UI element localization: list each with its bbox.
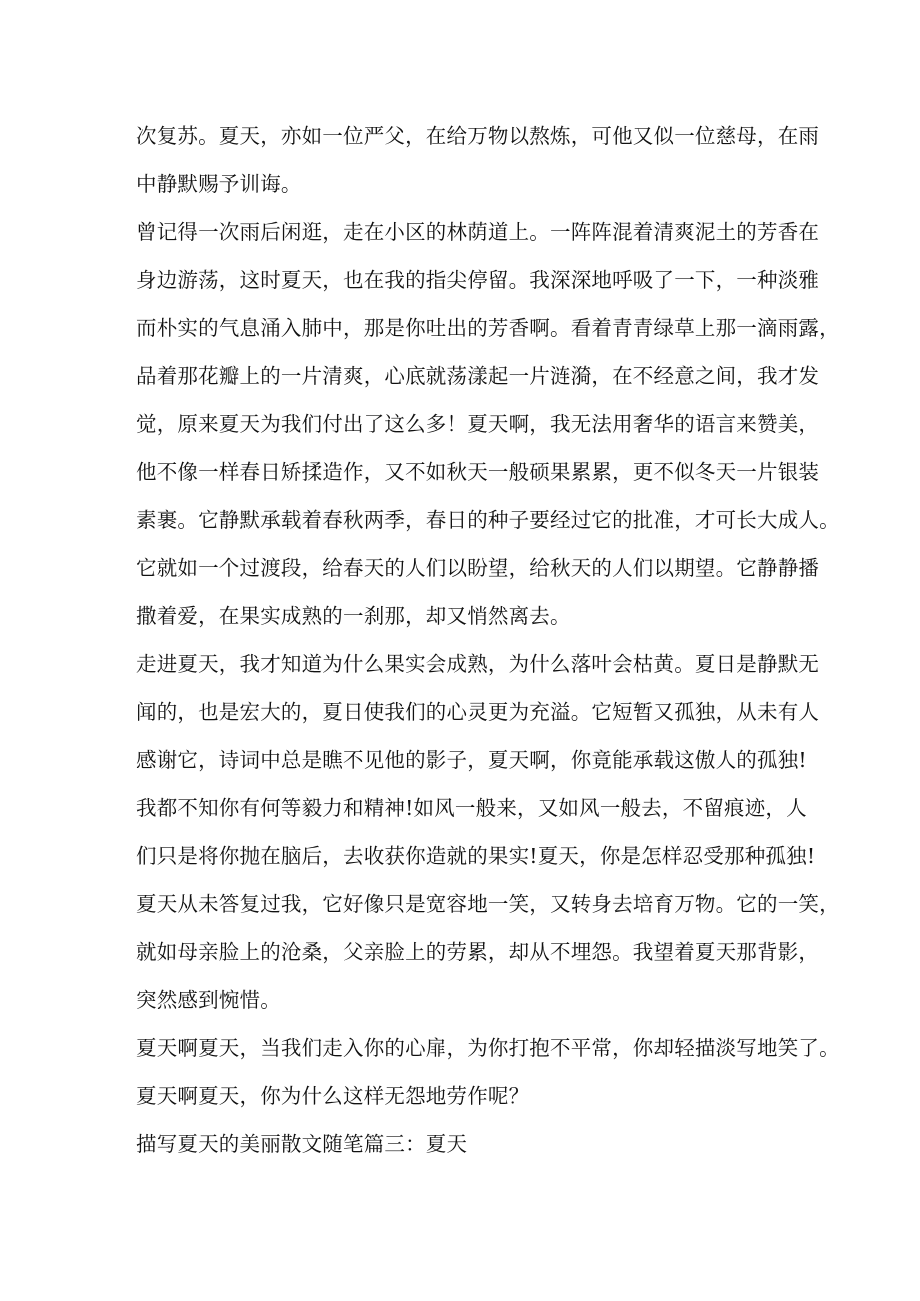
text-line: 中静默赐予训诲。 [136, 172, 302, 196]
text-line: 感谢它，诗词中总是瞧不见他的影子，夏天啊，你竟能承载这傲人的孤独! [136, 748, 807, 772]
text-line: 撒着爱，在果实成熟的一刹那，却又悄然离去。 [136, 604, 571, 628]
text-line: 描写夏天的美丽散文随笔篇三：夏天 [136, 1132, 468, 1156]
text-line: 突然感到惋惜。 [136, 988, 281, 1012]
text-line: 而朴实的气息涌入肺中，那是你吐出的芳香啊。看着青青绿草上那一滴雨露， [136, 316, 840, 340]
text-line: 觉，原来夏天为我们付出了这么多！夏天啊，我无法用奢华的语言来赞美， [136, 412, 820, 436]
text-line: 它就如一个过渡段，给春天的人们以盼望，给秋天的人们以期望。它静静播 [136, 556, 820, 580]
text-line: 走进夏天，我才知道为什么果实会成熟，为什么落叶会枯黄。夏日是静默无 [136, 652, 820, 676]
text-line: 夏天啊夏天，当我们走入你的心扉，为你打抱不平常，你却轻描淡写地笑了。 [136, 1036, 840, 1060]
text-line: 我都不知你有何等毅力和精神!如风一般来，又如风一般去，不留痕迹，人 [136, 796, 807, 820]
text-line: 就如母亲脸上的沧桑，父亲脸上的劳累，却从不埋怨。我望着夏天那背影， [136, 940, 820, 964]
text-line: 品着那花瓣上的一片清爽，心底就荡漾起一片涟漪，在不经意之间，我才发 [136, 364, 820, 388]
text-line: 闻的，也是宏大的，夏日使我们的心灵更为充溢。它短暂又孤独，从未有人 [136, 700, 820, 724]
text-line: 夏天啊夏天，你为什么这样无怨地劳作呢？ [136, 1084, 530, 1108]
text-line: 他不像一样春日矫揉造作，又不如秋天一般硕果累累，更不似冬天一片银装 [136, 460, 820, 484]
text-line: 们只是将你抛在脑后，去收获你造就的果实!夏天，你是怎样忍受那种孤独! [136, 844, 816, 868]
text-line: 夏天从未答复过我，它好像只是宽容地一笑，又转身去培育万物。它的一笑， [136, 892, 840, 916]
text-line: 次复苏。夏天，亦如一位严父，在给万物以熬炼，可他又似一位慈母，在雨 [136, 124, 820, 148]
text-line: 素裹。它静默承载着春秋两季，春日的种子要经过它的批准，才可长大成人。 [136, 508, 840, 532]
text-line: 身边游荡，这时夏天，也在我的指尖停留。我深深地呼吸了一下，一种淡雅 [136, 268, 820, 292]
text-line: 曾记得一次雨后闲逛，走在小区的林荫道上。一阵阵混着清爽泥土的芳香在 [136, 220, 820, 244]
